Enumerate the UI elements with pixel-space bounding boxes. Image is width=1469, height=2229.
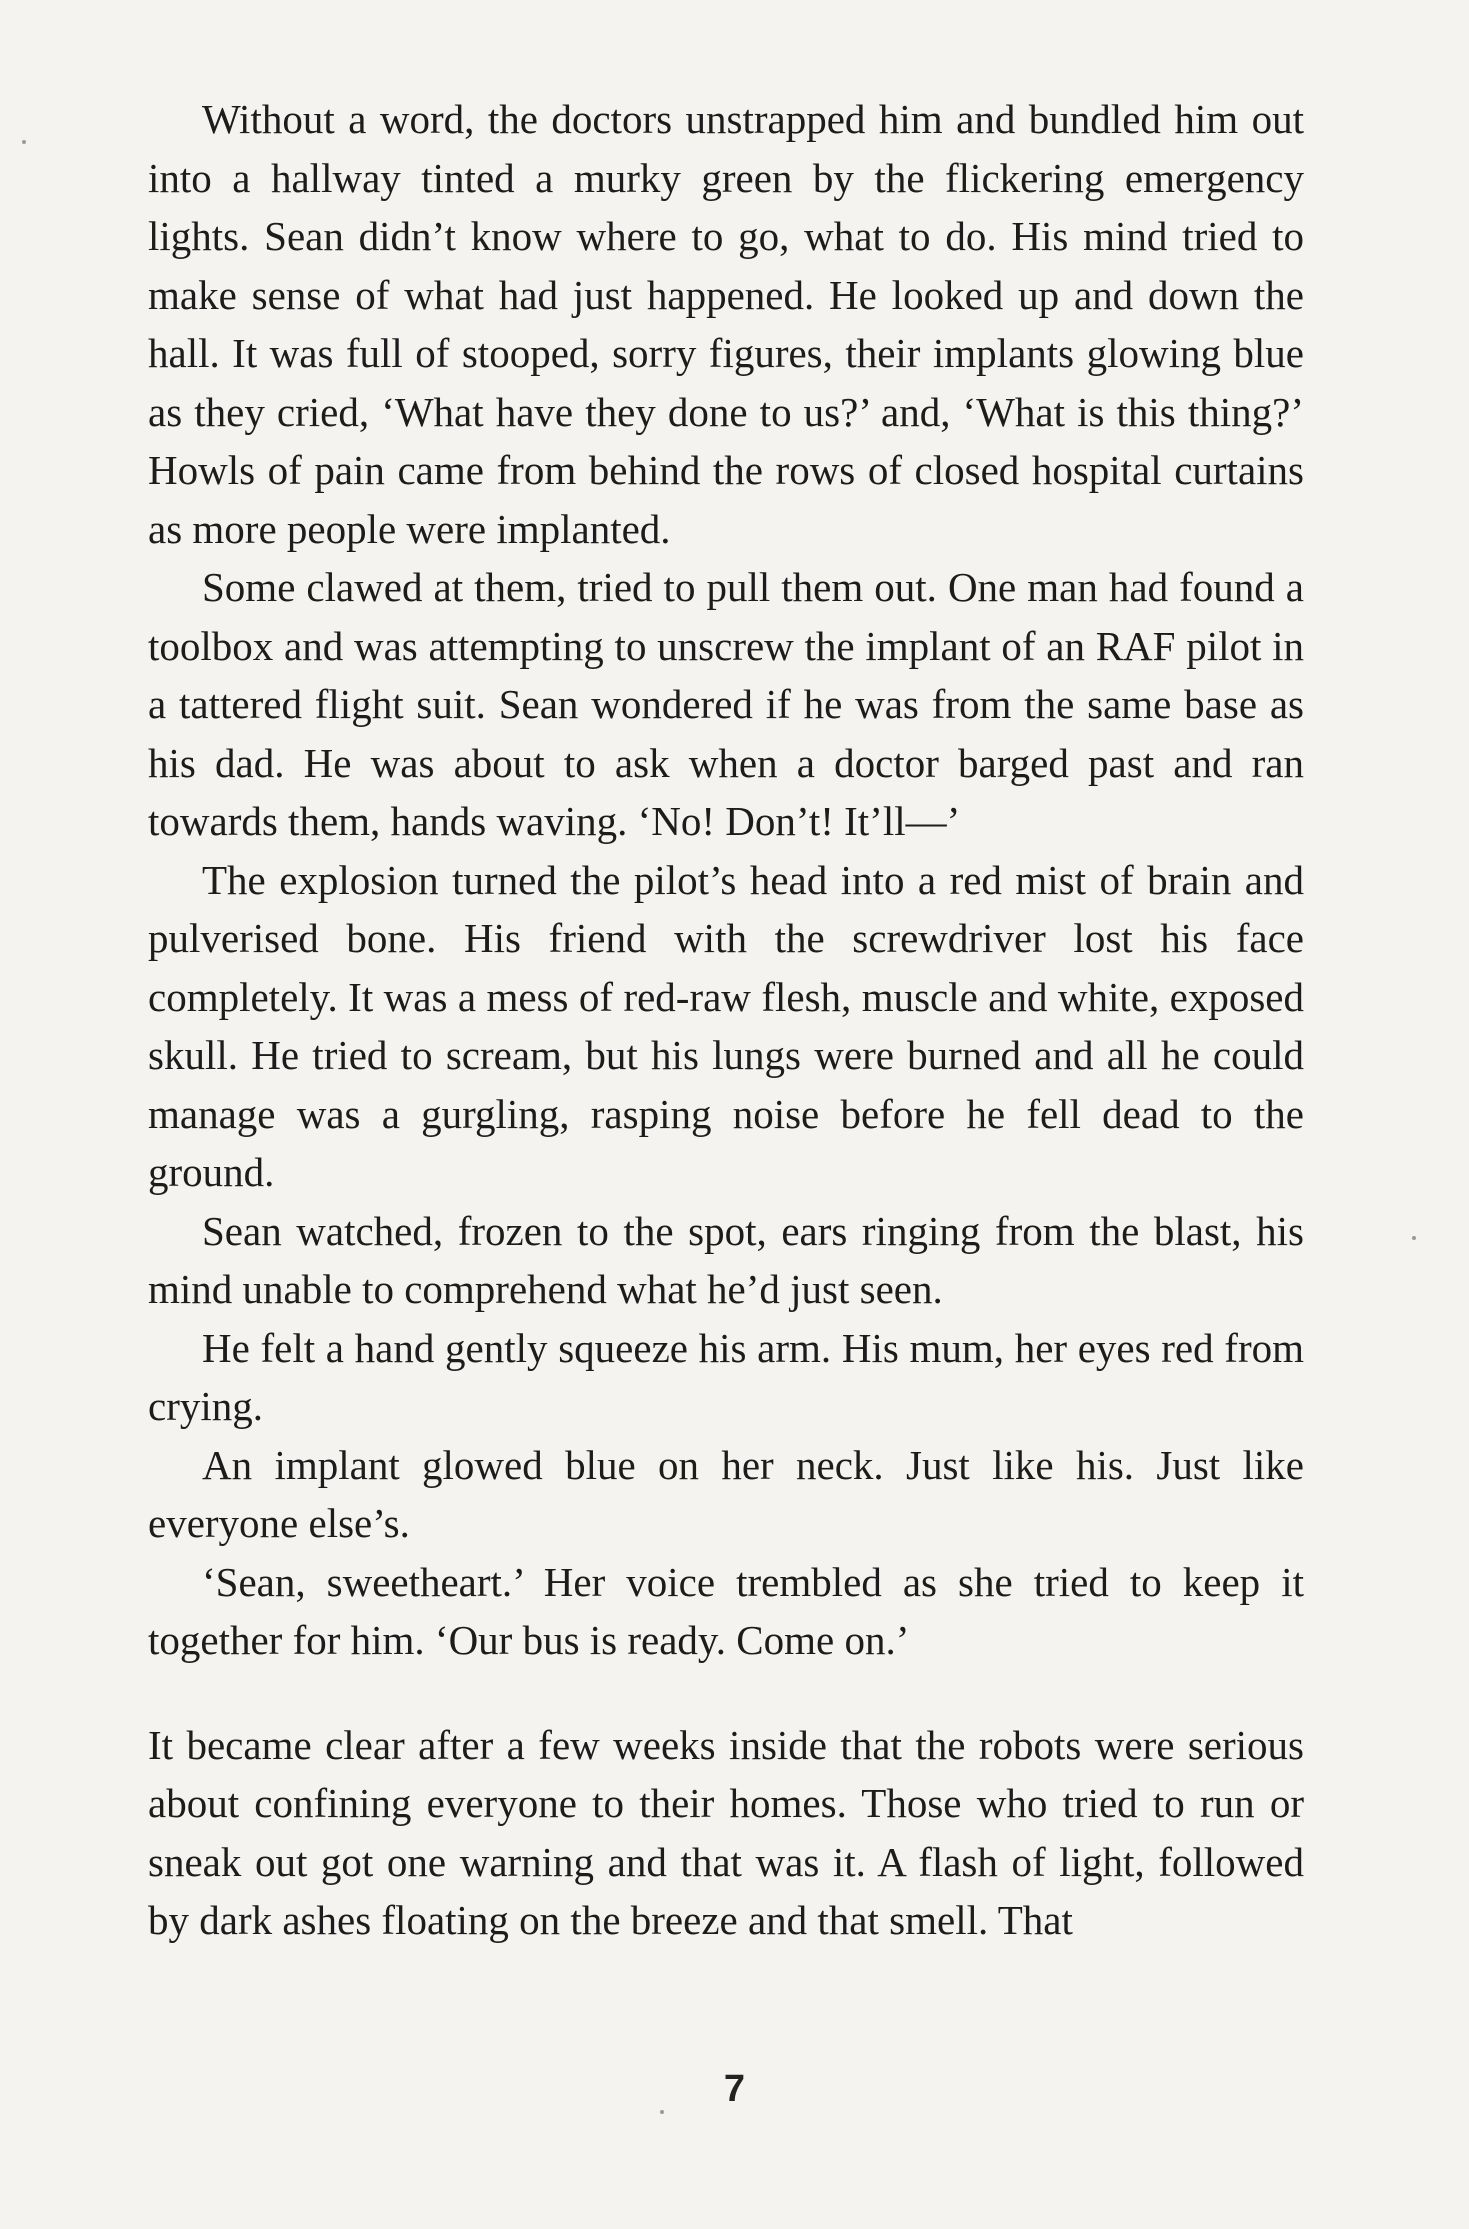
page-body xyxy=(148,90,1304,1950)
scan-speck xyxy=(22,140,26,144)
paragraph: Some clawed at them, tried to pull them out. One man had found a toolbox and was attempting to unscrew the implant of an RAF pilot in a tattered flight suit. Sean wondered if he was from the same base as his dad. He was about to ask when a doctor barged past and ran towards them, hands waving. ‘No! Don’t! It’ll—’ xyxy=(148,564,1304,844)
scan-speck xyxy=(1412,1236,1416,1240)
paragraph: Sean watched, frozen to the spot, ears ringing from the blast, his mind unable to comprehend what he’d just seen. xyxy=(148,1207,1304,1312)
section-break xyxy=(148,1670,1304,1716)
paragraph: He felt a hand gently squeeze his arm. His mum, her eyes red from crying. xyxy=(148,1324,1304,1429)
paragraph: An implant glowed blue on her neck. Just like his. Just like everyone else’s. xyxy=(148,1441,1304,1546)
page-number: 7 xyxy=(723,2068,746,2110)
scan-speck xyxy=(660,2110,664,2114)
paragraph: ‘Sean, sweetheart.’ Her voice trembled as she tried to keep it together for him. ‘Our bus is ready. Come on.’ xyxy=(148,1558,1304,1663)
section-opening-paragraph: It became clear after a few weeks inside that the robots were serious about confining everyone to their homes. Those who tried to run or sneak out got one warning and that was it. A flash of light, followed by dark ashes floating on the breeze and that smell. That xyxy=(148,1721,1304,1943)
paragraph: The explosion turned the pilot’s head into a red mist of brain and pulverised bone. His friend with the screwdriver lost his face completely. It was a mess of red-raw flesh, muscle and white, exposed skull. He tried to scream, but his lungs were burned and all he could manage was a gurgling, rasping noise before he fell dead to the ground. xyxy=(148,856,1304,1195)
paragraph: Without a word, the doctors unstrapped him and bundled him out into a hallway tinted a murky green by the flickering emergency lights. Sean didn’t know where to go, what to do. His mind tried to make sense of what had just happened. He looked up and down the hall. It was full of stooped, sorry figures, their implants glowing blue as they cried, ‘What have they done to us?’ and, ‘What is this thing?’ Howls of pain came from behind the rows of closed hospital curtains as more people were implanted. xyxy=(148,96,1304,552)
